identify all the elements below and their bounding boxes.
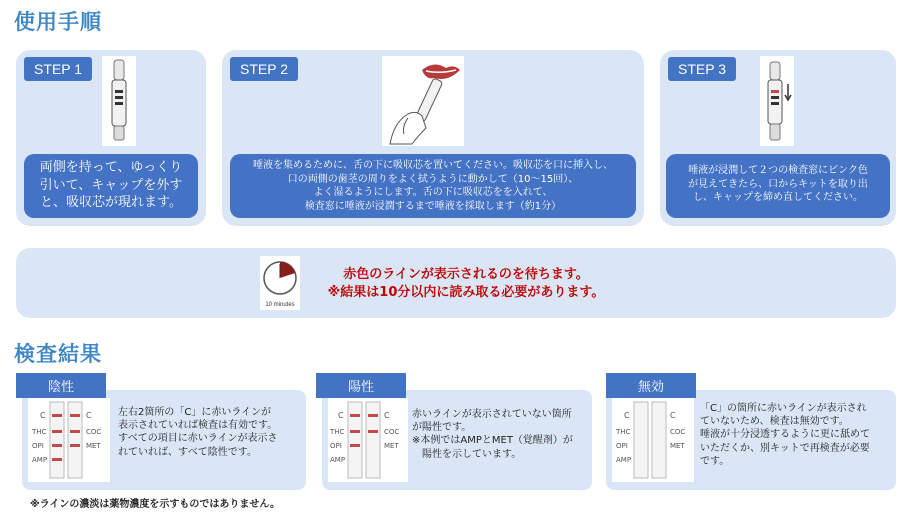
result-invalid-card <box>606 390 896 490</box>
svg-text:C: C <box>338 411 344 420</box>
svg-text:THC: THC <box>616 428 631 436</box>
density-note: ※ラインの濃淡は薬物濃度を示すものではありません。 <box>30 499 281 510</box>
svg-text:C: C <box>40 411 46 420</box>
wait-message: 赤色のラインが表示されるのを待ちます。 ※結果は10分以内に読み取る必要があります。 <box>327 267 605 300</box>
step-2-instruction: 唾液を集めるために、舌の下に吸収芯を置いてください。吸収芯を口に挿入し、 口の両側の歯茎の周りをよく拭うように動かして（10～15回）、 よく湿るようにします。舌の下に吸収芯をを入れて、 検査窓に唾液が浸潤するまで唾液を採取します（約1分） <box>230 154 636 218</box>
step-3-badge: STEP 3 <box>668 57 736 81</box>
wait-banner <box>16 248 896 318</box>
invalid-description: 「C」の箇所に赤いラインが表示され ていないため、検査は無効です。 唾液が十分浸透するように更に舐めて いただくか、別キットで再検査が必要 です。 <box>700 403 870 467</box>
svg-text:OPI: OPI <box>616 442 628 450</box>
invalid-test-strip <box>612 398 694 482</box>
svg-text:MET: MET <box>86 442 101 450</box>
step-3-instruction: 唾液が浸潤して２つの検査窓にピンク色 が見えてきたら、口からキットを取り出 し、キャップを締め直してください。 <box>666 154 890 218</box>
svg-text:MET: MET <box>670 442 685 450</box>
svg-text:C: C <box>670 411 676 420</box>
svg-text:AMP: AMP <box>32 456 48 464</box>
result-positive-card <box>322 390 592 490</box>
svg-text:C: C <box>86 411 92 420</box>
negative-test-strip <box>28 398 110 482</box>
positive-description: 赤いラインが表示されていない箇所 が陽性です。 ※本例ではAMPとMET（覚醒剤）が 陽性を示しています。 <box>412 409 573 460</box>
result-negative-card <box>22 390 306 490</box>
mouth-swab-illustration <box>382 56 464 146</box>
positive-test-strip <box>328 398 408 482</box>
svg-text:THC: THC <box>330 428 345 436</box>
svg-text:AMP: AMP <box>616 456 632 464</box>
svg-text:AMP: AMP <box>330 456 346 464</box>
step-2-badge: STEP 2 <box>230 57 298 81</box>
result-negative-badge: 陰性 <box>16 373 106 398</box>
svg-text:COC: COC <box>670 428 686 436</box>
svg-text:C: C <box>384 411 390 420</box>
svg-text:OPI: OPI <box>330 442 342 450</box>
result-positive-badge: 陽性 <box>316 373 406 398</box>
step-1-instruction: 両側を持って、ゆっくり 引いて、キャップを外す と、吸収芯が現れます。 <box>24 154 198 218</box>
svg-text:COC: COC <box>384 428 400 436</box>
step-1-card <box>16 50 206 226</box>
device-closed-illustration <box>102 56 136 146</box>
svg-text:COC: COC <box>86 428 102 436</box>
section-title-results: 検査結果 <box>14 342 102 366</box>
section-title-usage: 使用手順 <box>14 10 102 34</box>
svg-text:THC: THC <box>32 428 47 436</box>
step-1-badge: STEP 1 <box>24 57 92 81</box>
negative-description: 左右2箇所の「C」に赤いラインが 表示されていれば検査は有効です。 すべての項目に赤いラインが表示さ れていれば、すべて陰性です。 <box>118 407 278 458</box>
svg-text:MET: MET <box>384 442 399 450</box>
result-invalid-badge: 無効 <box>606 373 696 398</box>
step-2-card <box>222 50 644 226</box>
svg-text:C: C <box>624 411 630 420</box>
step-3-card <box>660 50 896 226</box>
timer-label: 10 minutes <box>265 302 295 308</box>
svg-text:OPI: OPI <box>32 442 44 450</box>
device-close-cap-illustration <box>760 56 794 146</box>
